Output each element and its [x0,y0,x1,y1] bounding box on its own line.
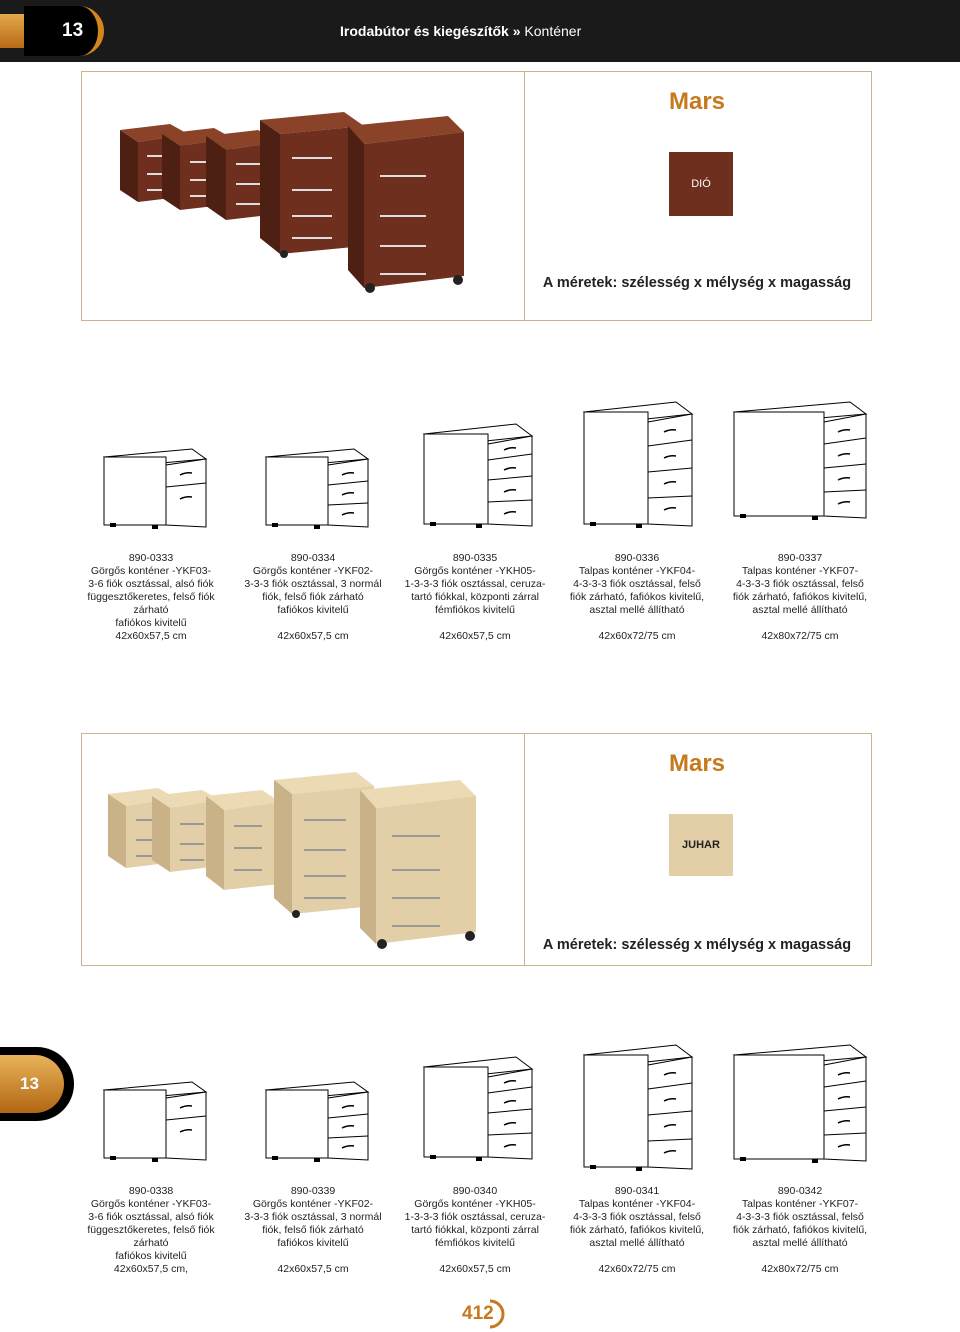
product-dimensions: 42x60x57,5 cm [277,1263,349,1275]
product-line: Görgős konténer -YKH05- [414,1198,536,1211]
product-code: 890-0338 [128,1185,174,1197]
chapter-side-tab [0,1047,74,1121]
product-caption-890-0335 [400,552,550,642]
maple-container-5 [360,780,476,949]
drawing-890-0335 [420,420,535,530]
drawing-890-0336 [580,398,695,530]
chapter-tab [24,6,104,56]
page-number: 412 [462,1303,494,1324]
product-box-walnut [81,71,872,321]
product-code: 890-0339 [290,1185,336,1197]
product-line: fémfiókos kivitelű [435,1237,515,1250]
product-dimensions: 42x80x72/75 cm [761,630,839,642]
drawing-890-0339 [262,1078,372,1163]
product-line: fiók zárható, fafiókos kivitelű, [569,1224,705,1237]
product-line: fiók, felső fiók zárható [262,591,364,604]
product-code: 890-0336 [614,552,660,564]
header-title-main: Irodabútor és kiegészítők [340,23,509,39]
drawing-890-0340 [420,1053,535,1163]
product-caption-890-0339 [238,1185,388,1275]
product-line: 4-3-3-3 fiók osztással, felső [736,1211,864,1224]
header-title-sub: Konténer [524,23,582,39]
product-line: 3-6 fiók osztással, alsó fiók [88,1211,214,1224]
product-caption-890-0338 [76,1185,226,1275]
product-line: függesztőkeretes, felső fiók [87,591,215,604]
chapter-side-tab-inner [0,1055,64,1113]
product-line: 4-3-3-3 fiók osztással, felső [573,1211,701,1224]
product-code: 890-0337 [777,552,823,564]
drawing-890-0333 [100,445,210,530]
product-line: 3-3-3 fiók osztással, 3 normál [244,578,382,591]
maple-container-3 [206,790,280,890]
product-line: fiók zárható, fafiókos kivitelű, [569,591,705,604]
header-title [340,0,581,62]
product-line: tartó fiókkal, központi zárral [411,591,539,604]
product-line: Görgős konténer -YKF02- [252,565,374,578]
product-caption-890-0333 [76,552,226,642]
product-dimensions: 42x60x57,5 cm [115,630,187,642]
product-line: fiók zárható, fafiókos kivitelű, [732,591,868,604]
product-line: Görgős konténer -YKF03- [90,1198,212,1211]
product-dimensions: 42x60x72/75 cm [598,1263,676,1275]
product-line: Talpas konténer -YKF07- [741,1198,859,1211]
side-tab-number: 13 [20,1074,39,1093]
product-code: 890-0340 [452,1185,498,1197]
product-line: 1-3-3-3 fiók osztással, ceruza- [404,578,546,591]
product-dimensions: 42x60x57,5 cm [439,1263,511,1275]
product-line: zárható [133,1237,169,1250]
product-caption-890-0337 [725,552,875,642]
product-line: zárható [133,604,169,617]
page-header [0,0,960,62]
product-line: 4-3-3-3 fiók osztással, felső [573,578,701,591]
product-line: asztal mellé állítható [589,1237,685,1250]
dimensions-title: A méretek: szélesség x mélység x magasság [542,937,852,953]
product-line: Görgős konténer -YKF03- [90,565,212,578]
product-line: asztal mellé állítható [752,1237,848,1250]
product-dimensions: 42x60x72/75 cm [598,630,676,642]
walnut-container-5 [348,116,464,293]
drawing-890-0337 [730,398,870,523]
drawing-890-0342 [730,1041,870,1166]
product-line: fafiókos kivitelű [115,1250,187,1263]
product-line: Talpas konténer -YKF04- [578,1198,696,1211]
product-line: Talpas konténer -YKF04- [578,565,696,578]
product-dimensions: 42x60x57,5 cm [439,630,511,642]
dimensions-title: A méretek: szélesség x mélység x magasság [542,275,852,291]
walnut-containers-photo [102,86,502,316]
product-line: asztal mellé állítható [752,604,848,617]
product-dimensions: 42x60x57,5 cm [277,630,349,642]
product-line: fafiókos kivitelű [115,617,187,630]
product-line: 3-6 fiók osztással, alsó fiók [88,578,214,591]
product-caption-890-0336 [562,552,712,642]
product-caption-890-0341 [562,1185,712,1275]
product-code: 890-0334 [290,552,336,564]
product-line: fémfiókos kivitelű [435,604,515,617]
maple-container-4 [274,772,374,918]
product-line: 4-3-3-3 fiók osztással, felső [736,578,864,591]
product-line: asztal mellé állítható [589,604,685,617]
brand-name: Mars [668,88,726,115]
product-line: Görgős konténer -YKH05- [414,565,536,578]
product-caption-890-0334 [238,552,388,642]
maple-containers-photo [102,744,502,964]
product-dimensions: 42x60x57,5 cm, [113,1263,189,1275]
product-line: 3-3-3 fiók osztással, 3 normál [244,1211,382,1224]
product-code: 890-0341 [614,1185,660,1197]
product-box-maple [81,733,872,966]
header-separator: » [512,23,521,39]
product-dimensions: 42x80x72/75 cm [761,1263,839,1275]
brand-name: Mars [668,750,726,777]
product-line: Görgős konténer -YKF02- [252,1198,374,1211]
color-swatch-walnut [669,152,733,216]
product-code: 890-0335 [452,552,498,564]
product-line: fiók, felső fiók zárható [262,1224,364,1237]
color-swatch-maple [669,814,733,876]
drawing-890-0338 [100,1078,210,1163]
product-line: Talpas konténer -YKF07- [741,565,859,578]
header-accent-strip [0,14,24,48]
swatch-label: JUHAR [682,839,720,851]
product-line: függesztőkeretes, felső fiók [87,1224,215,1237]
product-line: fafiókos kivitelű [277,1237,349,1250]
product-line: fafiókos kivitelű [277,604,349,617]
swatch-label: DIÓ [691,178,711,190]
product-line: 1-3-3-3 fiók osztással, ceruza- [404,1211,546,1224]
product-line: fiók zárható, fafiókos kivitelű, [732,1224,868,1237]
drawing-890-0334 [262,445,372,530]
product-line: tartó fiókkal, központi zárral [411,1224,539,1237]
drawing-890-0341 [580,1041,695,1173]
product-caption-890-0342 [725,1185,875,1275]
product-code: 890-0342 [777,1185,823,1197]
chapter-number: 13 [62,20,84,41]
page-number-badge [458,1298,506,1330]
product-code: 890-0333 [128,552,174,564]
product-caption-890-0340 [400,1185,550,1275]
